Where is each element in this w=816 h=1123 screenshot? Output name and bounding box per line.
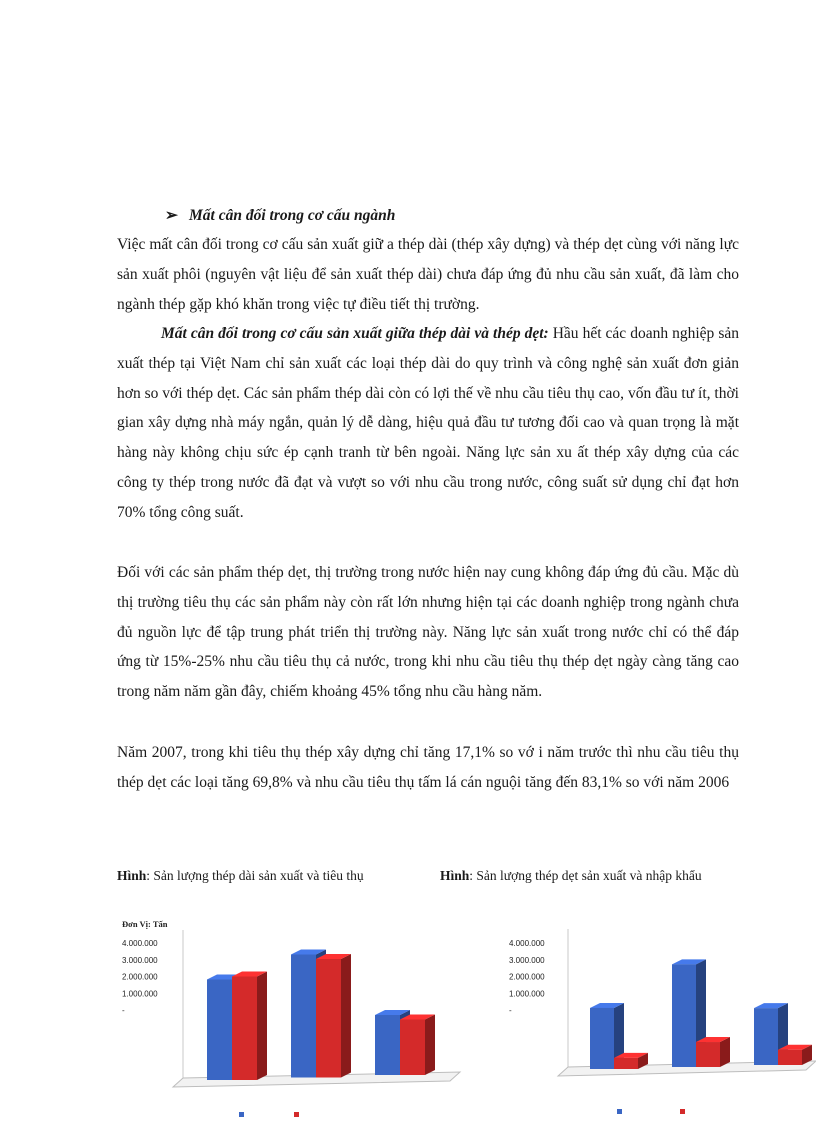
bar-side: [425, 1015, 435, 1076]
bar: [400, 1020, 425, 1076]
legend-swatch: [239, 1112, 244, 1117]
bar: [590, 1008, 614, 1069]
bar-side: [257, 972, 267, 1081]
bar: [696, 1042, 720, 1067]
y-tick-label: 2.000.000: [509, 972, 545, 982]
bar: [778, 1050, 802, 1065]
paragraph-2-lead: Mất cân đối trong cơ cấu sản xuất giữa thép dài và thép dẹt:: [161, 325, 549, 342]
bar: [614, 1058, 638, 1069]
bar: [754, 1008, 778, 1065]
arrow-bullet-icon: ➢: [165, 207, 178, 224]
legend-swatch: [680, 1109, 685, 1114]
bar-side: [341, 954, 351, 1078]
y-tick-label: 4.000.000: [122, 939, 158, 948]
y-tick-label: 3.000.000: [122, 955, 158, 965]
figure-caption-right: [440, 864, 740, 888]
chart-long-steel-svg: [115, 915, 475, 1120]
figure-label: Hình: [117, 868, 147, 883]
chart-flat-steel-svg: [500, 915, 816, 1120]
paragraph-2-body: Hầu hết các doanh nghiệp sản xuất thép tại Việt Nam chỉ sản xuất các loại thép dài do quy trình và công nghệ sản xuất đơn giản hơn so với thép dẹt. Các sản phẩm thép dài còn có lợi thế về nhu cầu tiêu thụ cao, vốn đầu tư ít, thời gian xây dựng nhà máy ngắn, quản lý dễ dàng, hiệu quả đầu tư tương đối cao và quan trọng là mặt hàng này không chịu sức ép cạnh tranh từ bên ngoài. Năng lực sản xu ất thép xây dựng của các công ty thép trong nước đã đạt và vượt so với nhu cầu trong nước, công suất sử dụng chỉ đạt hơn 70% tổng công suất.: [117, 325, 739, 521]
figure-caption-text: : Sản lượng thép dẹt sản xuất và nhập khẩu: [469, 868, 702, 883]
paragraph-1: Việc mất cân đối trong cơ cấu sản xuất giữ a thép dài (thép xây dựng) và thép dẹt cùng với năng lực sản xuất phôi (nguyên vật liệu để sản xuất thép dài) chưa đáp ứng đủ nhu cầu sản xuất, đã làm cho ngành thép gặp khó khăn trong việc tự điều tiết thị trường.: [117, 236, 739, 313]
paragraph-4: Năm 2007, trong khi tiêu thụ thép xây dựng chỉ tăng 17,1% so vớ i năm trước thì nhu cầu tiêu thụ thép dẹt các loại tăng 69,8% và nhu cầu tiêu thụ tấm lá cán nguội tăng đến 83,1% so với năm 2006: [117, 744, 739, 791]
bar: [316, 959, 341, 1078]
bar: [207, 980, 232, 1081]
y-tick-label: 1.000.000: [509, 989, 545, 999]
figure-label: Hình: [440, 868, 470, 883]
y-tick-label: -: [122, 1006, 125, 1016]
bar: [375, 1015, 400, 1075]
bar-side: [720, 1037, 730, 1067]
y-tick-label: -: [509, 1006, 512, 1016]
y-tick-label: 2.000.000: [122, 972, 158, 982]
chart-flat-steel: [500, 915, 816, 1120]
section-heading: [165, 206, 395, 225]
legend-swatch: [617, 1109, 622, 1114]
section-heading-text: Mất cân đối trong cơ cấu ngành: [189, 207, 396, 224]
paragraph-2: [117, 319, 739, 528]
unit-label: Đơn Vị: Tấn: [122, 919, 168, 929]
figure-caption-left: [117, 864, 417, 888]
y-tick-label: 1.000.000: [122, 989, 158, 999]
bar: [291, 955, 316, 1078]
legend-swatch: [294, 1112, 299, 1117]
paragraph-3: Đối với các sản phẩm thép dẹt, thị trường trong nước hiện nay cung không đáp ứng đủ cầu. Mặc dù thị trường tiêu thụ các sản phẩm này còn rất lớn nhưng hiện tại các doanh nghiệp trong ngành chưa đủ nguồn lực để tập trung phát triển thị trường này. Năng lực sản xuất trong nước chỉ có thể đáp ứng từ 15%-25% nhu cầu tiêu thụ cả nước, trong khi nhu cầu tiêu thụ thép dẹt ngày càng tăng cao trong năm năm gần đây, chiếm khoảng 45% tổng nhu cầu hàng năm.: [117, 564, 739, 701]
bar: [232, 977, 257, 1081]
chart-long-steel: [115, 915, 475, 1120]
y-tick-label: 3.000.000: [509, 955, 545, 965]
figure-caption-text: : Sản lượng thép dài sản xuất và tiêu thụ: [146, 868, 364, 883]
y-tick-label: 4.000.000: [509, 939, 545, 948]
bar: [672, 964, 696, 1067]
